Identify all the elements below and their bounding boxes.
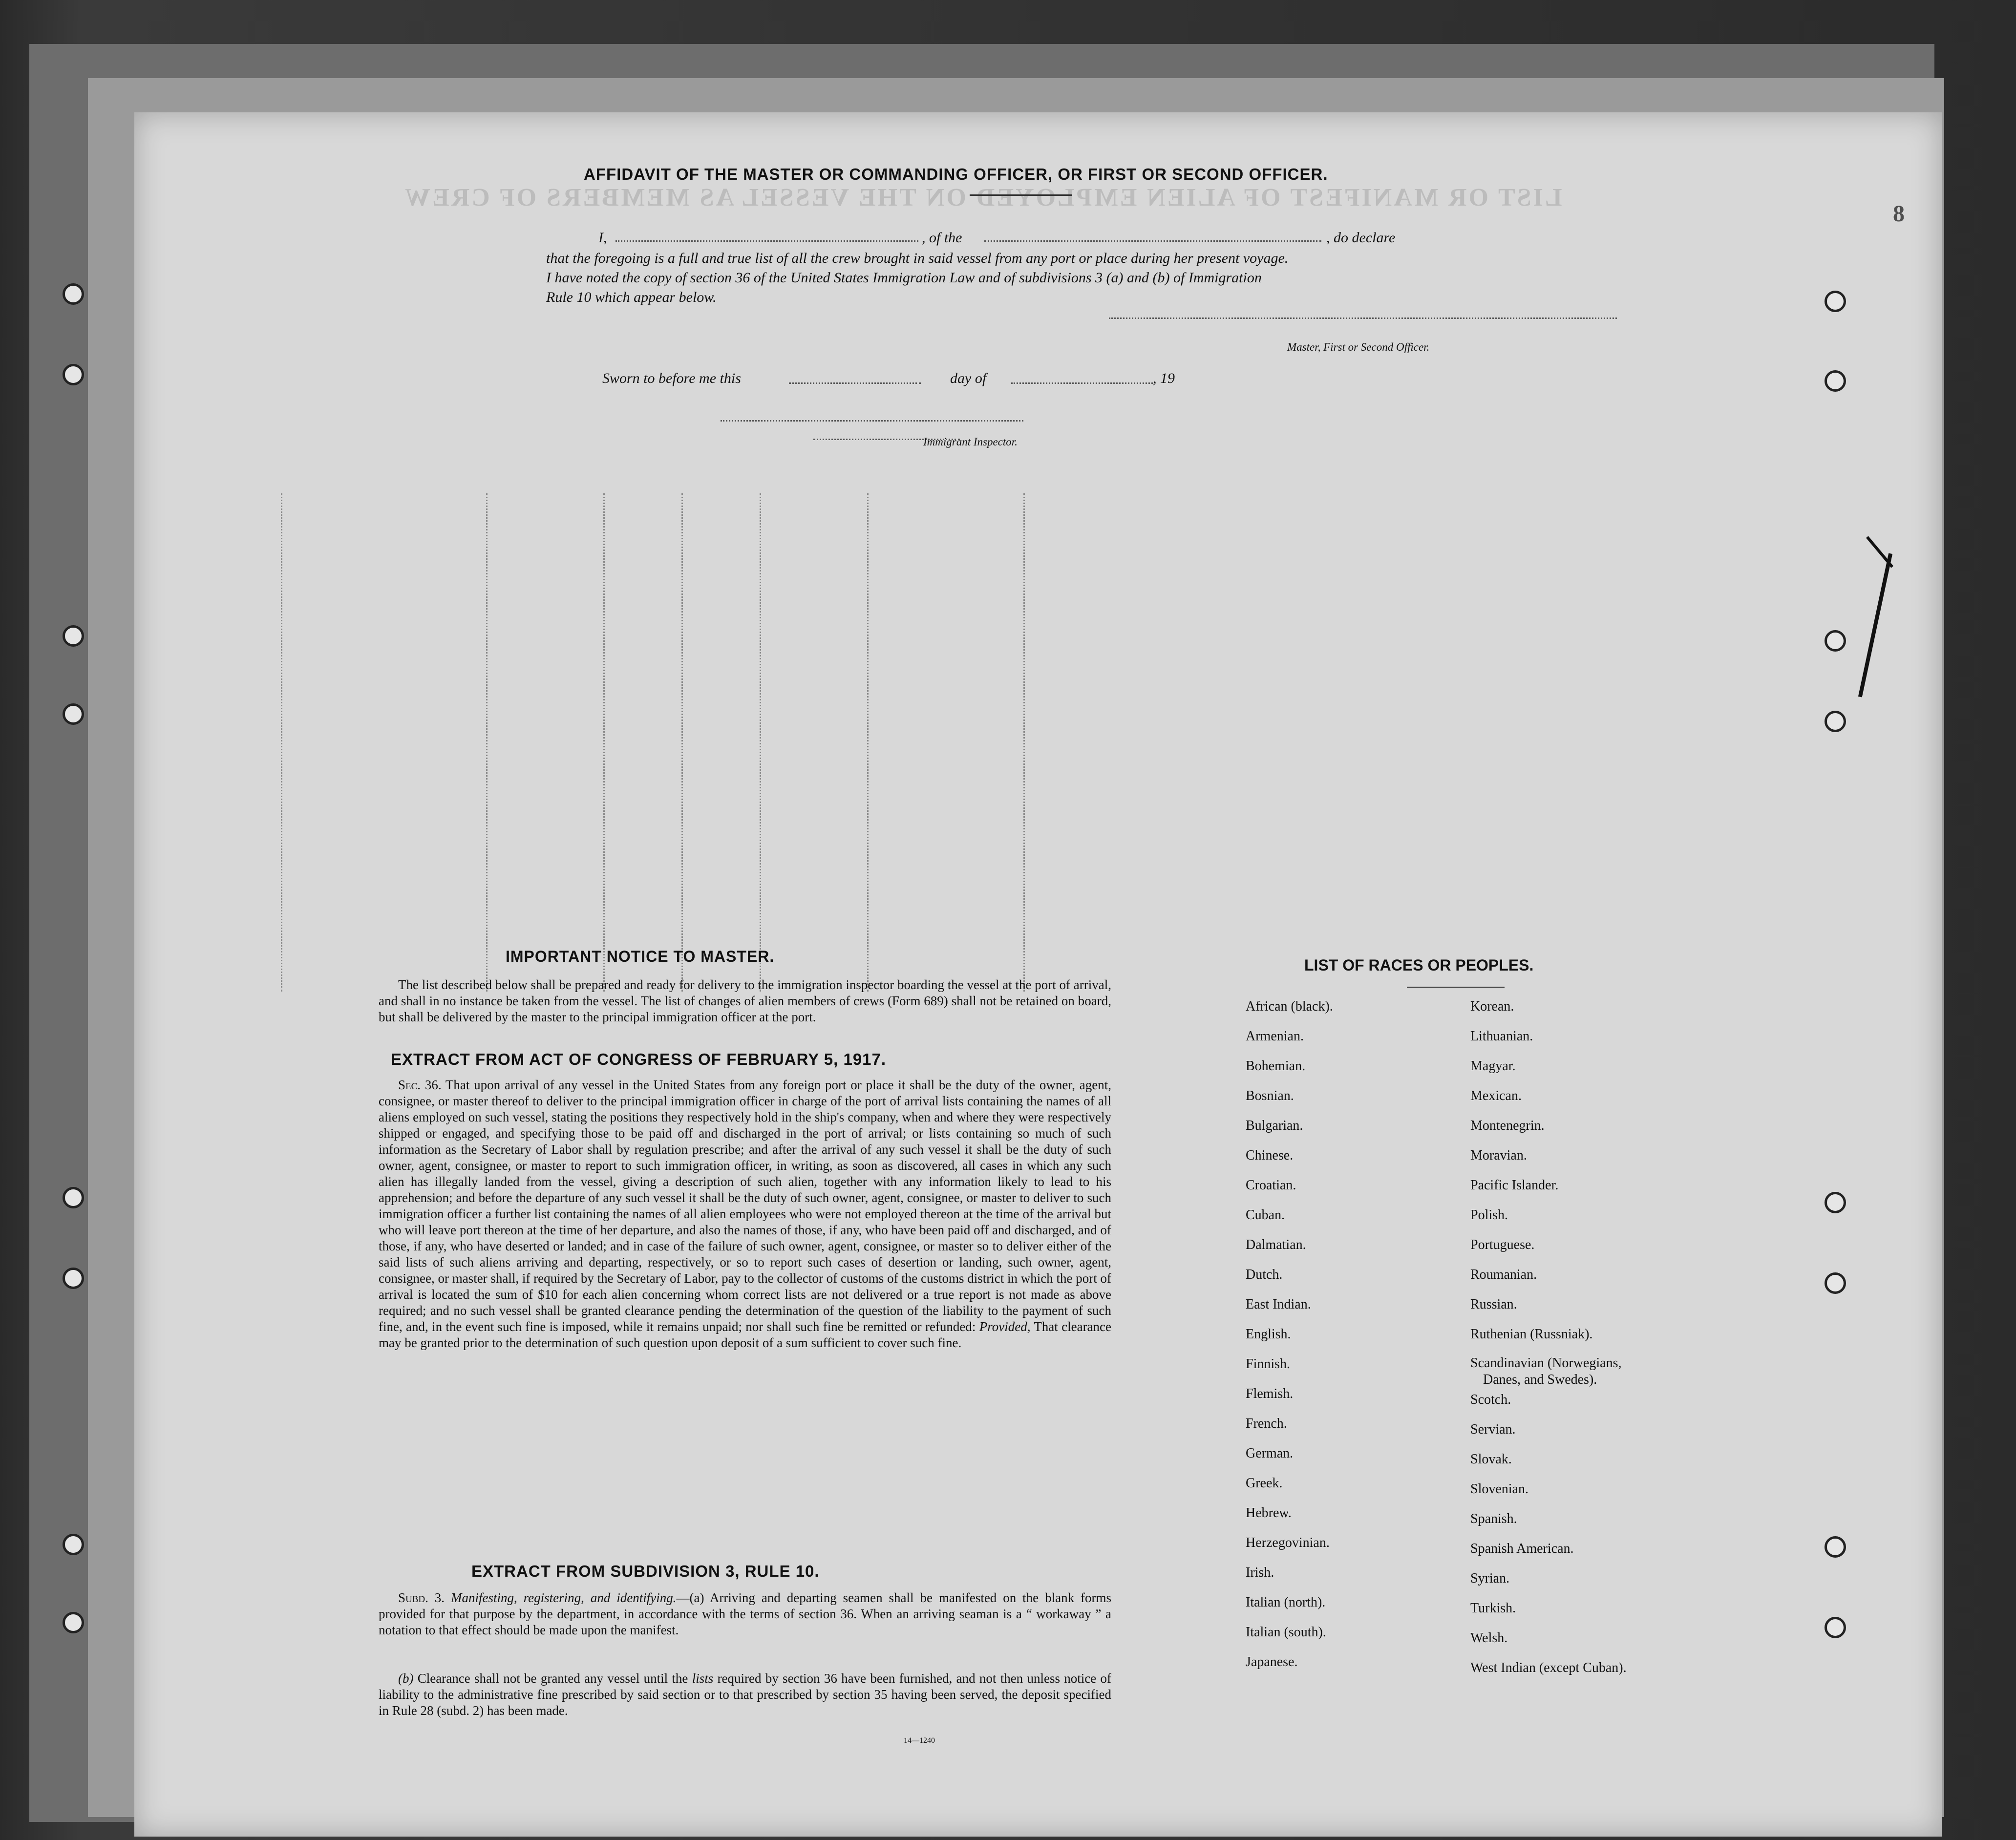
rule-para-b-pre: Clearance shall not be granted any vessel until the — [417, 1671, 688, 1686]
rule-para-a — [379, 1590, 1111, 1638]
binder-hole — [63, 1187, 84, 1208]
affidavit-declare: , do declare — [1326, 230, 1396, 246]
binder-hole — [63, 1268, 84, 1289]
race-item: Magyar. — [1470, 1058, 1516, 1074]
document-page — [134, 112, 1942, 1837]
races-right-column — [1470, 992, 1627, 1683]
faint-column-line — [486, 493, 488, 992]
race-item: German. — [1246, 1446, 1294, 1461]
race-item: Servian. — [1470, 1422, 1516, 1437]
race-item: Ruthenian (Russniak). — [1470, 1327, 1593, 1342]
binder-hole — [63, 1612, 84, 1633]
binder-hole — [63, 364, 84, 385]
rule-subd-label: Subd. 3. — [398, 1590, 445, 1605]
act-body — [379, 1077, 1111, 1351]
race-item: Japanese. — [1246, 1654, 1298, 1670]
act-body-end: That clearance may be granted prior to the determination of such question upon deposit of a sum sufficient to cover such fine. — [379, 1319, 1112, 1350]
race-item: Danes, and Swedes). — [1483, 1372, 1597, 1387]
rule-para-b-lists: lists — [692, 1671, 714, 1686]
race-item: French. — [1246, 1416, 1287, 1431]
race-item: Roumanian. — [1470, 1267, 1537, 1282]
race-item: Mexican. — [1470, 1088, 1522, 1103]
race-item: Dalmatian. — [1246, 1237, 1306, 1252]
race-item: African (black). — [1246, 999, 1333, 1014]
name-blank — [615, 240, 918, 242]
races-heading: LIST OF RACES OR PEOPLES. — [1304, 956, 1534, 974]
race-item: Syrian. — [1470, 1571, 1510, 1586]
inspector-signature-line — [721, 420, 1023, 422]
vessel-blank — [984, 240, 1321, 242]
race-item: Croatian. — [1246, 1178, 1296, 1193]
page-hole — [1825, 1617, 1846, 1638]
inspector-label: Immigrant Inspector. — [923, 436, 1018, 448]
affidavit-title: AFFIDAVIT OF THE MASTER OR COMMANDING OFFICER, OR FIRST OR SECOND OFFICER. — [584, 165, 1328, 183]
rule-heading: EXTRACT FROM SUBDIVISION 3, RULE 10. — [471, 1562, 820, 1580]
binder-hole — [63, 703, 84, 725]
race-item: East Indian. — [1246, 1297, 1311, 1312]
binder-hole — [63, 625, 84, 647]
notice-heading: IMPORTANT NOTICE TO MASTER. — [506, 948, 775, 965]
race-item: Irish. — [1246, 1565, 1274, 1580]
handwritten-mark — [1866, 536, 1893, 568]
race-item: Hebrew. — [1246, 1505, 1292, 1521]
affidavit-of-the: , of the — [922, 230, 962, 246]
notice-body: The list described below shall be prepared and ready for delivery to the immigration inspector boarding the vessel at the port of arrival, and shall in no instance be taken from the vessel. The list of changes of alien members of crews (Form 689) shall not be retained on board, but shall be delivered by the master to the principal immigration officer at the port. — [379, 977, 1111, 1024]
race-item: Herzegovinian. — [1246, 1535, 1330, 1550]
race-item: Bulgarian. — [1246, 1118, 1303, 1133]
race-item: English. — [1246, 1327, 1291, 1342]
sworn-day-blank — [789, 382, 921, 384]
page-hole — [1825, 630, 1846, 652]
faint-column-line — [603, 493, 605, 992]
race-item: Pacific Islander. — [1470, 1178, 1559, 1193]
page-hole — [1825, 1536, 1846, 1558]
sworn-year: , 19 — [1153, 370, 1175, 386]
affidavit-statement-3: Rule 10 which appear below. — [546, 289, 717, 305]
sworn-prefix: Sworn to before me this — [602, 370, 741, 386]
act-heading: EXTRACT FROM ACT OF CONGRESS OF FEBRUARY 5, 1917. — [391, 1050, 887, 1068]
race-item: Scandinavian (Norwegians, — [1470, 1355, 1622, 1371]
races-rule — [1407, 987, 1505, 988]
page-hole — [1825, 291, 1846, 312]
race-item: Montenegrin. — [1470, 1118, 1545, 1133]
race-item: Slovak. — [1470, 1452, 1512, 1467]
page-hole — [1825, 711, 1846, 732]
race-item: Cuban. — [1246, 1207, 1285, 1223]
page-hole — [1825, 1192, 1846, 1213]
race-item: Spanish American. — [1470, 1541, 1574, 1556]
rule-para-b-post: required by section 36 have been furnished, and not then unless notice of liability to the administrative fine prescribed by said section or to that prescribed by section 35 having been served, the deposit specified in Rule 28 (subd. 2) has been made. — [379, 1671, 1112, 1718]
race-item: Flemish. — [1246, 1386, 1294, 1401]
faint-column-line — [1023, 493, 1025, 992]
sworn-day-of: day of — [950, 370, 987, 386]
race-item: Bosnian. — [1246, 1088, 1294, 1103]
race-item: Slovenian. — [1470, 1481, 1528, 1497]
act-sec-label: Sec. 36. — [398, 1078, 442, 1092]
binder-hole — [63, 1534, 84, 1555]
rule-para-a-text: —(a) Arriving and departing seamen shall be manifested on the blank forms provided for that purpose by the department, in accordance with the terms of section 36. When an arriving seaman is a “ workaway ” a notation to that effect should be made upon the manifest. — [379, 1590, 1111, 1637]
race-item: Portuguese. — [1470, 1237, 1535, 1252]
faint-column-line — [281, 493, 282, 992]
races-left-column — [1246, 992, 1333, 1677]
rule-subd-title: Manifesting, registering, and identifying. — [451, 1590, 677, 1605]
race-item: Italian (south). — [1246, 1625, 1326, 1640]
race-item: Scotch. — [1470, 1392, 1511, 1407]
master-signature-label: Master, First or Second Officer. — [1287, 341, 1430, 353]
race-item: Finnish. — [1246, 1356, 1291, 1372]
race-item: Armenian. — [1246, 1029, 1304, 1044]
rule-para-b-label: (b) — [398, 1671, 414, 1686]
faint-column-line — [760, 493, 761, 992]
race-item: Italian (north). — [1246, 1595, 1326, 1610]
race-item: Bohemian. — [1246, 1058, 1306, 1074]
race-item: Welsh. — [1470, 1630, 1508, 1646]
race-item: Lithuanian. — [1470, 1029, 1533, 1044]
affidavit-statement-1: that the foregoing is a full and true list of all the crew brought in said vessel from any port or place during her present voyage. — [546, 250, 1289, 266]
title-rule — [970, 194, 1072, 196]
sworn-month-blank — [1011, 382, 1153, 384]
handwritten-mark — [1858, 553, 1892, 697]
page-hole — [1825, 370, 1846, 392]
rule-para-b — [379, 1671, 1111, 1719]
affidavit-i: I, — [598, 230, 607, 246]
race-item: Korean. — [1470, 999, 1514, 1014]
act-provided: Provided, — [979, 1319, 1031, 1334]
master-signature-line — [1109, 317, 1617, 319]
race-item: West Indian (except Cuban). — [1470, 1660, 1627, 1675]
race-item: Spanish. — [1470, 1511, 1517, 1526]
race-item: Dutch. — [1246, 1267, 1283, 1282]
race-item: Turkish. — [1470, 1601, 1516, 1616]
form-number: 14—1240 — [904, 1736, 935, 1745]
race-item: Polish. — [1470, 1207, 1508, 1223]
page-hole — [1825, 1272, 1846, 1294]
race-item: Greek. — [1246, 1476, 1283, 1491]
act-body-text: That upon arrival of any vessel in the United States from any foreign port or place it shall be the duty of the owner, agent, consignee, or master thereof to deliver to the principal immigration officer in charge of the port of arrival lists containing the names of all aliens employed on such vessel, stating the positions they respectively hold in the ship's company, when and where they were respectively shipped or engaged, and specifying those to be paid off and discharged in the port of arrival; or lists containing so much of such information as the Secretary of Labor shall by regulation prescribe; and after the arrival of any such vessel it shall be the duty of such owner, agent, consignee, or master to report to such immigration officer, in writing, as soon as discovered, all cases in which any such alien has illegally landed from the vessel, giving a description of such alien, together with any information likely to lead to his apprehension; and before the departure of any such vessel it shall be the duty of such owner, agent, consignee, or master to deliver to such immigration officer a further list containing the names of all alien employees who were not employed thereon at the time of the arrival but who will leave port thereon at the time of her departure, and also the names of those, if any, who have been paid off and discharged, and of those, if any, who have deserted or landed; and in case of the failure of such owner, agent, consignee, or master so to deliver either of the said lists of such aliens arriving and departing, respectively, or so to report such cases of desertion or landing, such owner, agent, consignee, or master shall, if required by the Secretary of Labor, pay to the collector of customs of the customs district in which the port of arrival is located the sum of $10 for each alien concerning whom correct lists are not delivered or a true report is not made as above required; and no such vessel shall be granted clearance pending the determination of the question of the liability to the payment of such fine, and, in the event such fine is imposed, while it remains unpaid; nor shall such fine be remitted or refunded: — [379, 1078, 1111, 1334]
race-item: Russian. — [1470, 1297, 1517, 1312]
bleed-through-corner-number: 8 — [1893, 201, 1905, 227]
binder-hole — [63, 283, 84, 305]
affidavit-statement-2: I have noted the copy of section 36 of the United States Immigration Law and of subdivisions 3 (a) and (b) of Immigration — [546, 270, 1262, 286]
faint-column-line — [681, 493, 683, 992]
faint-column-line — [867, 493, 869, 992]
race-item: Moravian. — [1470, 1148, 1527, 1163]
bleed-through-heading: LIST OR MANIFEST OF ALIEN EMPLOYED ON THE VESSEL AS MEMBERS OF CREW — [403, 184, 1562, 211]
race-item: Chinese. — [1246, 1148, 1294, 1163]
